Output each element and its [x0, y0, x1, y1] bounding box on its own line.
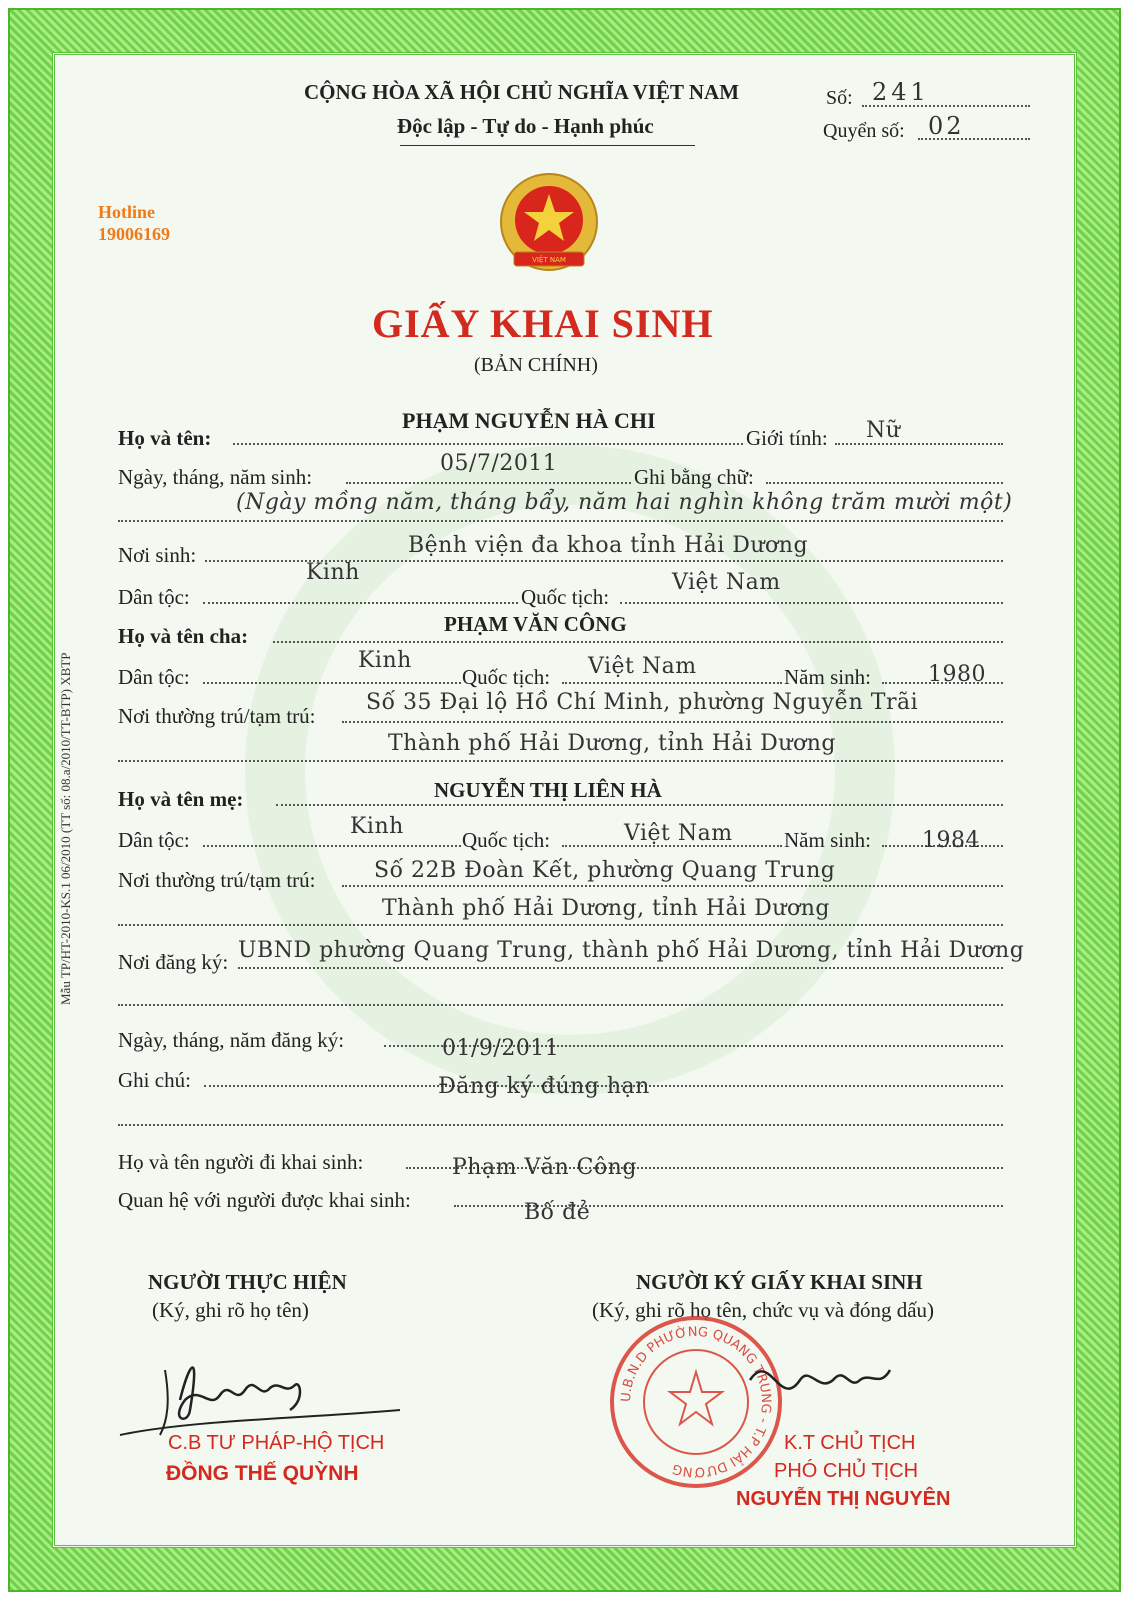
right-signer-role-1: K.T CHỦ TỊCH — [784, 1432, 916, 1454]
mother-birth-year-value: 1984 — [922, 828, 980, 853]
national-emblem-icon — [492, 172, 606, 282]
nation-name: CỘNG HÒA XÃ HỘI CHỦ NGHĨA VIỆT NAM — [304, 80, 740, 104]
mother-residence-dots-1 — [342, 885, 1003, 887]
child-nationality-value: Việt Nam — [672, 570, 781, 595]
father-name-label: Họ và tên cha: — [118, 624, 249, 648]
mother-ethnicity-label: Dân tộc: — [118, 828, 190, 852]
gender-dots — [835, 443, 1003, 445]
note-label: Ghi chú: — [118, 1068, 191, 1092]
gender-label: Giới tính: — [746, 426, 828, 450]
reg-place-dots-1 — [238, 967, 1003, 969]
in-words-dots-1 — [766, 482, 1003, 484]
so-value: 241 — [872, 78, 930, 106]
mother-nationality-value: Việt Nam — [624, 821, 733, 846]
left-signer-title: NGƯỜI THỰC HIỆN — [148, 1270, 347, 1294]
seal-ring-text: U.B.N.D PHƯỜNG QUANG TRUNG - T.P HẢI DƯƠNG — [618, 1324, 774, 1480]
in-words-dots-2 — [118, 520, 1003, 522]
document-title: GIẤY KHAI SINH — [372, 301, 714, 346]
father-name-dots — [273, 641, 1003, 643]
father-ethnicity-value: Kinh — [358, 648, 412, 673]
mother-birth-year-label: Năm sinh: — [784, 828, 871, 852]
mother-name-dots — [276, 804, 1003, 806]
child-ethnicity-value: Kinh — [306, 560, 360, 585]
relation-value: Bố đẻ — [524, 1200, 591, 1225]
mother-nationality-label: Quốc tịch: — [462, 828, 551, 852]
father-residence-line2: Thành phố Hải Dương, tỉnh Hải Dương — [388, 731, 836, 756]
birthplace-value: Bệnh viện đa khoa tỉnh Hải Dương — [408, 533, 809, 558]
right-signature-icon — [740, 1340, 900, 1420]
right-signer-name: NGUYỄN THỊ NGUYÊN — [736, 1488, 951, 1510]
right-signer-subtitle: (Ký, ghi rõ họ tên, chức vụ và đóng dấu) — [592, 1298, 935, 1322]
gender-value: Nữ — [866, 418, 901, 443]
so-label: Số: — [826, 87, 853, 109]
father-residence-label: Nơi thường trú/tạm trú: — [118, 704, 316, 728]
mother-residence-line2: Thành phố Hải Dương, tỉnh Hải Dương — [382, 896, 830, 921]
declarant-value: Phạm Văn Công — [452, 1155, 637, 1180]
note-dots-2 — [118, 1124, 1003, 1126]
relation-label: Quan hệ với người được khai sinh: — [118, 1188, 411, 1212]
father-nationality-label: Quốc tịch: — [462, 665, 551, 689]
child-nationality-label: Quốc tịch: — [521, 585, 610, 609]
reg-date-value: 01/9/2011 — [442, 1036, 560, 1061]
reg-place-dots-2 — [118, 1004, 1003, 1006]
quyen-so-value: 02 — [928, 112, 965, 140]
form-code-side-text: Mẫu TP/HT-2010-KS.1 06/2010 (TT số: 08.a/2010/TT-BTP) XBTP — [58, 652, 73, 1005]
document-subtitle: (BẢN CHÍNH) — [474, 354, 598, 376]
father-birth-year-value: 1980 — [928, 662, 986, 687]
reg-place-label: Nơi đăng ký: — [118, 950, 229, 974]
reg-date-label: Ngày, tháng, năm đăng ký: — [118, 1028, 345, 1052]
father-residence-dots-1 — [342, 721, 1003, 723]
father-name-value: PHẠM VĂN CÔNG — [444, 612, 627, 636]
dob-label: Ngày, tháng, năm sinh: — [118, 465, 313, 489]
child-name-dots — [233, 443, 743, 445]
father-nationality-dots — [562, 682, 782, 684]
right-signer-role-2: PHÓ CHỦ TỊCH — [774, 1460, 919, 1482]
in-words-value: (Ngày mồng năm, tháng bẩy, năm hai nghìn không trăm mười một) — [236, 490, 1013, 515]
mother-ethnicity-value: Kinh — [350, 814, 404, 839]
father-residence-line1: Số 35 Đại lộ Hồ Chí Minh, phường Nguyễn Trãi — [366, 690, 919, 715]
mother-residence-line1: Số 22B Đoàn Kết, phường Quang Trung — [374, 858, 836, 883]
mother-name-value: NGUYỄN THỊ LIÊN HÀ — [434, 778, 662, 802]
national-motto: Độc lập - Tự do - Hạnh phúc — [397, 114, 654, 138]
mother-ethnicity-dots — [203, 845, 461, 847]
left-signer-subtitle: (Ký, ghi rõ họ tên) — [152, 1298, 309, 1322]
child-ethnicity-dots — [203, 602, 518, 604]
father-ethnicity-label: Dân tộc: — [118, 665, 190, 689]
mother-name-label: Họ và tên mẹ: — [118, 787, 244, 811]
child-name-value: PHẠM NGUYỄN HÀ CHI — [402, 408, 656, 433]
father-residence-dots-2 — [118, 760, 1003, 762]
dob-dots — [346, 482, 631, 484]
right-signer-title: NGƯỜI KÝ GIẤY KHAI SINH — [636, 1270, 923, 1294]
hotline-label: Hotline — [98, 202, 155, 222]
child-ethnicity-label: Dân tộc: — [118, 585, 190, 609]
reg-place-value: UBND phường Quang Trung, thành phố Hải Dương, tỉnh Hải Dương — [238, 938, 1025, 963]
declarant-label: Họ và tên người đi khai sinh: — [118, 1150, 364, 1174]
hotline-number: 19006169 — [98, 224, 170, 244]
father-birth-year-label: Năm sinh: — [784, 665, 871, 689]
child-nationality-dots — [620, 602, 1003, 604]
dob-value: 05/7/2011 — [440, 451, 558, 476]
left-signer-name: ĐỒNG THẾ QUỲNH — [166, 1462, 359, 1485]
quyen-so-label: Quyển số: — [823, 120, 905, 142]
emblem-ribbon-text: VIỆT NAM — [532, 256, 566, 264]
note-value: Đăng ký đúng hạn — [438, 1074, 650, 1099]
mother-residence-dots-2 — [118, 924, 1003, 926]
father-ethnicity-dots — [203, 682, 461, 684]
motto-underline — [400, 145, 695, 146]
child-name-label: Họ và tên: — [118, 426, 212, 450]
father-nationality-value: Việt Nam — [588, 654, 697, 679]
left-signer-role: C.B TƯ PHÁP-HỘ TỊCH — [168, 1432, 385, 1454]
birthplace-label: Nơi sinh: — [118, 543, 197, 567]
in-words-label: Ghi bằng chữ: — [634, 465, 754, 489]
mother-residence-label: Nơi thường trú/tạm trú: — [118, 868, 316, 892]
